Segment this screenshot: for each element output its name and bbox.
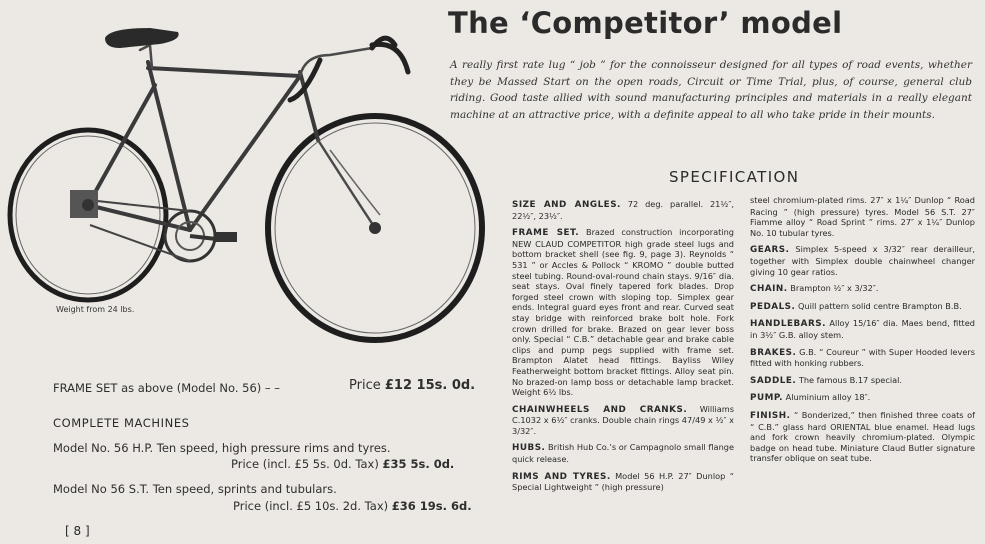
intro-paragraph: A really first rate lug “ job ” for the connoisseur designed for all types of road events, whether they be Massed Start on the open roads, Circuit or Time Trial, plus, of course, general club riding. Good taste allied with sound manufacturing principles and materials in a really elegant machine at an attractive price, with a definite appeal to all who take pride in their mounts. [450,59,972,121]
spec-item [512,227,734,398]
model-st-price-label: Price (incl. £5 10s. 2d. Tax) [233,499,392,513]
model-hp-name: Model No. 56 H.P. Ten speed, high pressure rims and tyres. [53,441,391,455]
spec-item-text: Alloy 15/16″ dia. Maes bend, fitted in 3½″ G.B. alloy stem. [750,318,975,340]
spec-item-text: steel chromium-plated rims. 27″ x 1¼″ Dunlop “ Road Racing ” (high pressure) tyres. Model 56 S.T. 27″ Fiamme alloy “ Road Sprint ” rims. 27″ x 1¼″ Dunlop No. 10 tubular tyres. [750,195,975,238]
spec-item [512,471,734,493]
spec-item-heading: PUMP. [750,393,784,404]
spec-item-text: 72 deg. parallel. 21½″, 22½″, 23½″. [512,199,734,221]
spec-item-heading: FINISH. [750,410,791,421]
model-hp-price [231,457,454,471]
specification-heading: SPECIFICATION [669,168,800,186]
spec-item [750,318,975,340]
spec-item-text: Aluminium alloy 18″. [783,392,871,403]
spec-item-heading: SIZE AND ANGLES. [512,200,621,210]
spec-item-text: The famous B.17 special. [796,374,903,385]
spec-item-heading: HANDLEBARS. [750,319,826,330]
spec-item-heading: CHAINWHEELS AND CRANKS. [512,404,688,415]
spec-item-text: Quill pattern solid centre Brampton B.B. [795,300,962,311]
spec-item [750,410,975,464]
spec-item [750,301,975,313]
model-st-price [233,499,472,513]
spec-item-text: Williams C.1032 x 6½″ cranks. Double chain rings 47/49 x ½″ x 3/32″. [512,403,734,436]
spec-item-heading: SADDLE. [750,375,797,386]
model-hp-price-label: Price (incl. £5 5s. 0d. Tax) [231,457,383,471]
spec-item-heading: PEDALS. [750,301,796,312]
spec-item-text: G.B. “ Coureur ” with Super Hooded levers fitted with honking rubbers. [750,346,975,369]
spec-item-text: “ Bonderized,” then finished three coats of “ C.B.” glass hard ORIENTAL blue enamel. Head lugs and fork crown heavily chromium-plated. Olympic badge on head tube. Miniature Claud Butler signature transfer oblique on seat tube. [750,409,975,464]
spec-item-text: Model 56 H.P. 27″ Dunlop “ Special Lightweight ” (high pressure) [512,470,734,493]
spec-column-left [512,199,734,499]
page-number: [ 8 ] [65,524,90,538]
spec-item [512,199,734,221]
spec-item-heading: RIMS AND TYRES. [512,471,611,482]
saddle [105,28,179,48]
spec-item [512,404,734,437]
spec-item [750,195,975,238]
page-title: The ‘Competitor’ model [448,6,843,40]
spec-item-text: Brazed construction incorporating NEW CLAUD COMPETITOR high grade steel lugs and bottom bracket shell (see fig. 9, page 3). Reynolds “ 531 ” or Accles & Pollock “ KROMO ” double butted steel tubing. Round-oval-round chain stays. 9/16″ dia. seat stays. Oval finely tapered fork blades. Drop forged steel crown with sloping top. Simplex gear ends. Integral guard eyes front and rear. Curved seat stay bridge with reinforced brake bolt hole. Fork crown drilled for brake. Brazed on gear lever boss only. Special “ C.B.” detachable gear and brake cable clips and pump pegs supplied with frame set. Brampton Alatet head fittings. Bayliss Wiley Featherweight bottom bracket fittings. Alloy seat pin. No brazed-on lamp boss or detachable lamp bracket. Weight 6½ lbs. [512,227,734,398]
bicycle-illustration [0,0,505,350]
frame-set-price-value: £12 15s. 0d. [384,378,476,393]
spec-item [750,283,975,295]
spec-item-text: British Hub Co.’s or Campagnolo small flange quick release. [512,442,734,465]
spec-item [750,347,975,369]
spec-item-heading: FRAME SET. [512,228,580,239]
spec-item [512,442,734,464]
model-st-name: Model No 56 S.T. Ten speed, sprints and tubulars. [53,482,337,496]
model-hp-price-value: £35 5s. 0d. [382,457,455,471]
spec-item-heading: HUBS. [512,443,546,454]
frame-set-label: FRAME SET as above (Model No. 56) – – [53,381,281,395]
spec-item [750,244,975,277]
complete-machines-heading: COMPLETE MACHINES [53,416,190,430]
spec-item [750,375,975,387]
spec-item-heading: CHAIN. [750,284,788,295]
frame-set-price [349,378,475,393]
spec-item [750,392,975,404]
spec-item-text: Brampton ½″ x 3/32″. [787,283,879,294]
spec-item-heading: BRAKES. [750,347,797,358]
spec-column-right [750,195,975,470]
spec-item-text: Simplex 5-speed x 3/32″ rear derailleur, together with Simplex double chainwheel changer giving 10 gear ratios. [750,244,975,277]
spec-item-heading: GEARS. [750,245,790,256]
weight-caption: Weight from 24 lbs. [56,305,135,314]
frame-set-price-label: Price [349,378,385,393]
model-st-price-value: £36 19s. 6d. [391,499,472,513]
